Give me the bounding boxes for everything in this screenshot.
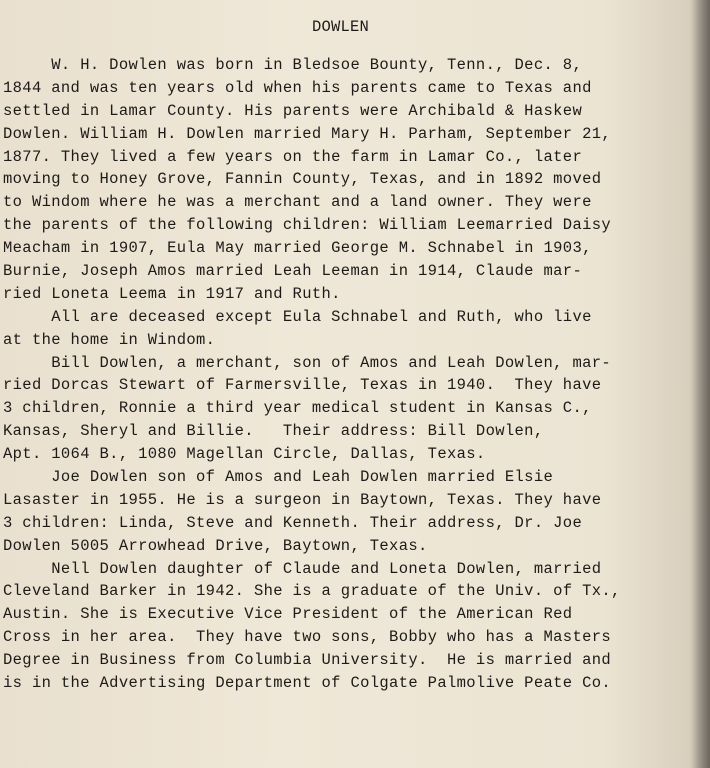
text-line: Burnie, Joseph Amos married Leah Leeman in 1914, Claude mar- [3, 262, 583, 281]
text-line: Nell Dowlen daughter of Claude and Loneta Dowlen, married [3, 559, 602, 578]
text-line: at the home in Windom. [3, 330, 216, 349]
body-text [3, 54, 708, 695]
text-line: All are deceased except Eula Schnabel and Ruth, who live [3, 307, 592, 326]
text-line: Cleveland Barker in 1942. She is a graduate of the Univ. of Tx., [3, 582, 621, 601]
page-title: DOWLEN [312, 18, 370, 36]
text-line: ried Loneta Leema in 1917 and Ruth. [3, 284, 341, 303]
text-line: Meacham in 1907, Eula May married George M. Schnabel in 1903, [3, 239, 592, 258]
text-line: 3 children, Ronnie a third year medical student in Kansas C., [3, 399, 592, 418]
text-line: ried Dorcas Stewart of Farmersville, Texas in 1940. They have [3, 376, 602, 395]
text-line: Apt. 1064 B., 1080 Magellan Circle, Dallas, Texas. [3, 445, 486, 464]
text-line: Bill Dowlen, a merchant, son of Amos and Leah Dowlen, mar- [3, 353, 612, 372]
text-line: 1877. They lived a few years on the farm in Lamar Co., later [3, 147, 583, 166]
text-line: 3 children: Linda, Steve and Kenneth. Their address, Dr. Joe [3, 513, 583, 532]
text-line: Cross in her area. They have two sons, Bobby who has a Masters [3, 628, 612, 647]
text-line: is in the Advertising Department of Colgate Palmolive Peate Co. [3, 674, 612, 693]
text-line: W. H. Dowlen was born in Bledsoe Bounty, Tenn., Dec. 8, [3, 56, 583, 74]
text-line: the parents of the following children: William Leemarried Daisy [3, 216, 612, 235]
text-line: settled in Lamar County. His parents were Archibald & Haskew [3, 101, 583, 120]
text-line: Dowlen. William H. Dowlen married Mary H. Parham, September 21, [3, 124, 612, 143]
text-line: Joe Dowlen son of Amos and Leah Dowlen married Elsie [3, 468, 554, 487]
text-line: Lasaster in 1955. He is a surgeon in Baytown, Texas. They have [3, 490, 602, 509]
text-line: moving to Honey Grove, Fannin County, Texas, and in 1892 moved [3, 170, 602, 189]
text-line: Dowlen 5005 Arrowhead Drive, Baytown, Texas. [3, 536, 428, 555]
text-line: Kansas, Sheryl and Billie. Their address: Bill Dowlen, [3, 422, 544, 441]
text-line: Austin. She is Executive Vice President of the American Red [3, 605, 573, 624]
text-line: Degree in Business from Columbia University. He is married and [3, 651, 612, 670]
text-line: to Windom where he was a merchant and a land owner. They were [3, 193, 592, 212]
text-line: 1844 and was ten years old when his parents came to Texas and [3, 78, 592, 97]
page-edge-shadow [692, 0, 710, 768]
